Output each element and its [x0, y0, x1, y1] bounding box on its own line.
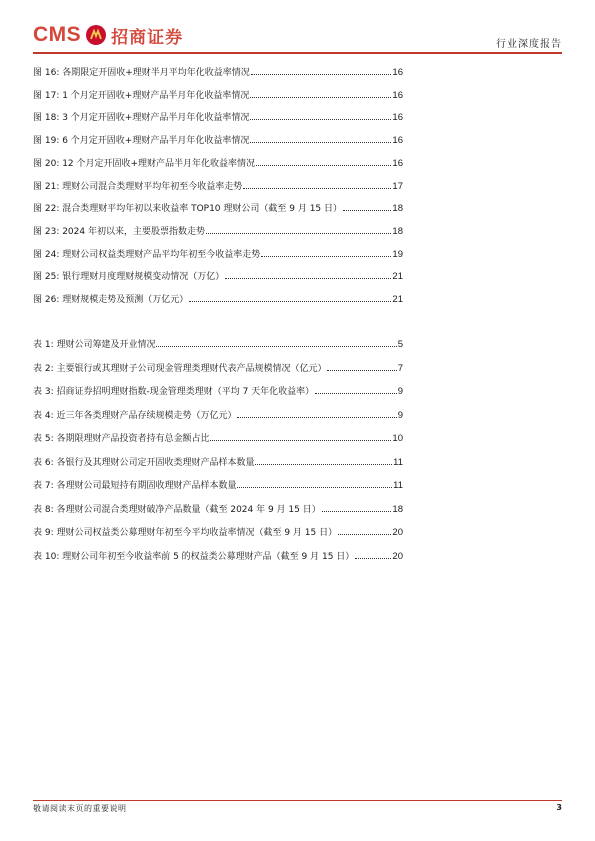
figure-entry[interactable] — [33, 87, 403, 101]
dot-leader — [206, 232, 391, 234]
figure-entry[interactable] — [33, 64, 403, 78]
figure-entry-label: 图 16: 各期限定开固收+理财半月平均年化收益率情况 — [33, 68, 250, 78]
table-entry-label: 表 2: 主要银行或其理财子公司现金管理类理财代表产品规模情况（亿元） — [33, 363, 327, 374]
figure-entry-page: 16 — [392, 89, 403, 101]
table-entry-label: 表 8: 各理财公司混合类理财破净产品数量（截至 2024 年 9 月 15 日） — [33, 504, 321, 515]
table-entry[interactable] — [33, 336, 403, 350]
dot-leader — [251, 73, 392, 75]
figure-entry-page: 16 — [392, 67, 403, 78]
figure-entry-page: 16 — [392, 112, 403, 124]
dot-leader — [250, 96, 391, 98]
footer-disclaimer: 敬请阅读末页的重要说明 — [33, 804, 127, 813]
figure-entry-label: 图 17: 1 个月定开固收+理财产品半月年化收益率情况 — [33, 90, 250, 101]
dot-leader — [250, 141, 391, 143]
table-entry-label: 表 6: 各银行及其理财公司定开固收类理财产品样本数量 — [33, 457, 255, 468]
table-entry-page: 7 — [397, 362, 403, 374]
dot-leader — [338, 533, 391, 535]
table-entry[interactable] — [33, 407, 403, 421]
figure-entry-page: 16 — [392, 157, 403, 169]
figure-entry-label: 图 18: 3 个月定开固收+理财产品半月年化收益率情况 — [33, 113, 250, 124]
page-number: 3 — [556, 803, 562, 812]
dot-leader — [322, 510, 392, 512]
dot-leader — [255, 463, 392, 465]
figure-entry[interactable] — [33, 109, 403, 123]
figure-entry[interactable] — [33, 291, 403, 305]
dot-leader — [237, 486, 392, 488]
dot-leader — [243, 187, 391, 189]
table-entry-page: 18 — [392, 503, 403, 515]
table-entry-label: 表 1: 理财公司筹建及开业情况 — [33, 340, 156, 350]
table-entry[interactable] — [33, 454, 403, 468]
dot-leader — [256, 164, 391, 166]
table-entry-page: 11 — [393, 456, 403, 468]
table-entry-page: 9 — [397, 409, 403, 421]
figure-entry-page: 21 — [392, 271, 403, 283]
figure-entry-page: 18 — [392, 225, 403, 237]
figure-entry-label: 图 23: 2024 年初以来，主要股票指数走势 — [33, 226, 205, 237]
figure-entry[interactable] — [33, 178, 403, 192]
table-entry-page: 9 — [397, 386, 403, 397]
logo-company-name: 招商证券 — [111, 27, 184, 48]
table-entry[interactable] — [33, 430, 403, 444]
dot-leader — [237, 416, 396, 418]
table-entry-label: 表 4: 近三年各类理财产品存续规模走势（万亿元） — [33, 410, 237, 421]
dot-leader — [261, 255, 391, 257]
logo-badge-icon — [86, 25, 106, 45]
company-logo — [33, 23, 183, 47]
figure-entry-label: 图 20: 12 个月定开固收+理财产品半月年化收益率情况 — [33, 158, 256, 169]
table-entry[interactable] — [33, 360, 403, 374]
dot-leader — [210, 439, 391, 441]
dot-leader — [315, 392, 397, 394]
table-entry-label: 表 10: 理财公司年初至今收益率前 5 的权益类公募理财产品（截至 9 月 15 日） — [33, 551, 355, 562]
figure-entry-page: 17 — [392, 180, 403, 192]
figure-entry[interactable] — [33, 200, 403, 214]
figure-entry-label: 图 21: 理财公司混合类理财平均年初至今收益率走势 — [33, 181, 243, 192]
table-entry[interactable] — [33, 383, 403, 397]
dot-leader — [189, 300, 391, 302]
footer-divider — [33, 800, 562, 801]
figure-entry-page: 16 — [392, 135, 403, 147]
dot-leader — [355, 557, 391, 559]
figure-entry[interactable] — [33, 223, 403, 237]
table-entry-page: 10 — [392, 433, 403, 444]
dot-leader — [225, 277, 391, 279]
table-entry-page: 11 — [393, 480, 403, 491]
figure-entry-label: 图 25: 银行理财月度理财规模变动情况（万亿） — [33, 272, 225, 283]
figure-entry[interactable] — [33, 155, 403, 169]
header-divider — [33, 52, 562, 54]
dot-leader — [343, 209, 391, 211]
report-type: 行业深度报告 — [496, 39, 562, 50]
table-entry[interactable] — [33, 548, 403, 562]
figure-entry-page: 19 — [392, 248, 403, 260]
table-entry[interactable] — [33, 524, 403, 538]
figure-entry-label: 图 26: 理财规模走势及预测（万亿元） — [33, 295, 189, 305]
figure-entry[interactable] — [33, 268, 403, 282]
table-entry-label: 表 3: 招商证券招明理财指数-现金管理类理财（平均 7 天年化收益率） — [33, 387, 315, 397]
table-entry-label: 表 5: 各期限理财产品投资者持有总金额占比 — [33, 434, 210, 444]
logo-text: CMS — [33, 23, 82, 46]
table-entry-label: 表 7: 各理财公司最短持有期固收理财产品样本数量 — [33, 481, 237, 491]
figure-entry-page: 18 — [392, 203, 403, 215]
figure-entry-label: 图 22: 混合类理财平均年初以来收益率 TOP10 理财公司（截至 9 月 15 日） — [33, 204, 343, 215]
table-entry-label: 表 9: 理财公司权益类公募理财年初至今平均收益率情况（截至 9 月 15 日） — [33, 528, 338, 538]
table-entry-page: 5 — [397, 339, 403, 350]
figure-entry[interactable] — [33, 246, 403, 260]
dot-leader — [156, 345, 396, 347]
dot-leader — [250, 118, 391, 120]
table-entry-page: 20 — [392, 550, 403, 562]
dot-leader — [327, 369, 396, 371]
table-entry-page: 20 — [392, 527, 403, 538]
figure-entry-page: 21 — [392, 294, 403, 305]
figure-entry-label: 图 24: 理财公司权益类理财产品平均年初至今收益率走势 — [33, 249, 261, 260]
figure-entry[interactable] — [33, 132, 403, 146]
table-entry[interactable] — [33, 477, 403, 491]
table-entry[interactable] — [33, 501, 403, 515]
figure-entry-label: 图 19: 6 个月定开固收+理财产品半月年化收益率情况 — [33, 136, 250, 147]
page-header — [0, 0, 595, 52]
